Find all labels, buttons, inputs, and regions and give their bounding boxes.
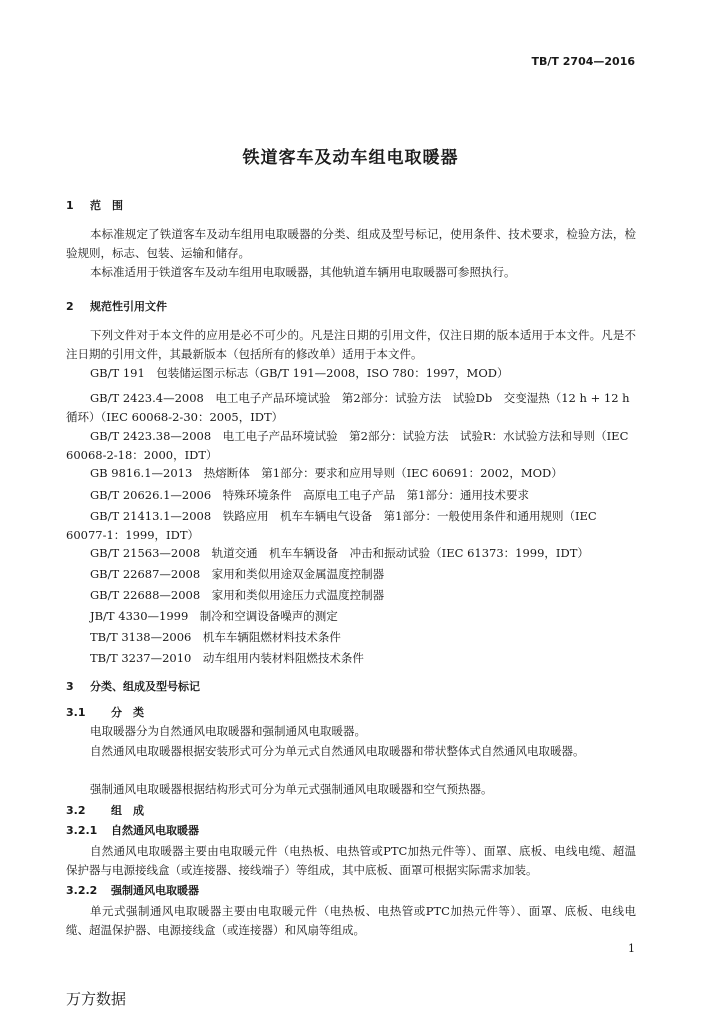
section-2-heading <box>66 298 167 314</box>
section-1-paragraph-1: 本标准规定了铁道客车及动车组用电取暖器的分类、组成及型号标记，使用条件、技术要求，检验方法，检验规则，标志、包装、运输和储存。 <box>66 227 636 260</box>
watermark-text: 万方数据 <box>66 990 127 1008</box>
section-3-2-2-number: 3.2.2 <box>66 884 98 897</box>
reference-item: GB/T 22687—2008 家用和类似用途双金属温度控制器 <box>90 567 385 581</box>
reference-item: GB/T 22688—2008 家用和类似用途压力式温度控制器 <box>90 588 385 602</box>
reference-item: GB/T 191 包装储运图示标志（GB/T 191—2008，ISO 780：1997，MOD） <box>90 366 509 380</box>
section-2-number: 2 <box>66 300 74 313</box>
section-3-number: 3 <box>66 680 74 693</box>
section-3-2-number: 3.2 <box>66 804 86 817</box>
reference-item: GB/T 21563—2008 轨道交通 机车车辆设备 冲击和振动试验（IEC 61373：1999，IDT） <box>90 546 589 560</box>
section-3-2-2-paragraph: 单元式强制通风电取暖器主要由电取暖元件（电热板、电热管或PTC加热元件等）、面罩、底板、电线电缆、超温保护器、电源接线盒（或连接器）和风扇等组成。 <box>66 904 636 937</box>
section-3-1-paragraph-3: 强制通风电取暖器根据结构形式可分为单元式强制通风电取暖器和空气预热器。 <box>90 782 493 796</box>
section-2-title: 规范性引用文件 <box>90 300 167 313</box>
reference-item: GB/T 21413.1—2008 铁路应用 机车车辆电气设备 第1部分：一般使用条件和通用规则（IEC 60077-1：1999，IDT） <box>66 509 597 542</box>
reference-item: TB/T 3237—2010 动车组用内装材料阻燃技术条件 <box>90 651 364 665</box>
section-2-intro: 下列文件对于本文件的应用是必不可少的。凡是注日期的引用文件，仅注日期的版本适用于本文件。凡是不注日期的引用文件，其最新版本（包括所有的修改单）适用于本文件。 <box>66 328 636 361</box>
section-3-2-1-title: 自然通风电取暖器 <box>111 824 199 837</box>
document-title: 铁道客车及动车组电取暖器 <box>242 148 459 168</box>
page-number: 1 <box>628 942 635 955</box>
section-1-number: 1 <box>66 199 74 212</box>
section-3-heading <box>66 678 200 694</box>
section-1-heading <box>66 197 123 213</box>
section-1-title: 范 围 <box>90 199 123 212</box>
section-3-2-2-heading <box>66 882 199 898</box>
reference-item: GB/T 20626.1—2006 特殊环境条件 高原电工电子产品 第1部分：通用技术要求 <box>90 488 529 502</box>
section-3-2-heading <box>66 802 144 818</box>
reference-item: GB/T 2423.38—2008 电工电子产品环境试验 第2部分：试验方法 试验R：水试验方法和导则（IEC 60068-2-18：2000，IDT） <box>66 429 629 462</box>
section-3-1-number: 3.1 <box>66 706 86 719</box>
section-1-paragraph-2: 本标准适用于铁道客车及动车组用电取暖器，其他轨道车辆用电取暖器可参照执行。 <box>90 265 516 279</box>
section-3-2-title: 组 成 <box>111 804 144 817</box>
section-3-1-paragraph-2: 自然通风电取暖器根据安装形式可分为单元式自然通风电取暖器和带状整体式自然通风电取暖器。 <box>90 744 585 758</box>
section-3-2-1-heading <box>66 822 199 838</box>
section-3-1-paragraph-1: 电取暖器分为自然通风电取暖器和强制通风电取暖器。 <box>90 724 366 738</box>
section-3-2-1-number: 3.2.1 <box>66 824 98 837</box>
section-3-2-1-paragraph: 自然通风电取暖器主要由电取暖元件（电热板、电热管或PTC加热元件等）、面罩、底板、电线电缆、超温保护器与电源接线盒（或连接器、接线端子）等组成，其中底板、面罩可根据实际需求加装。 <box>66 844 636 877</box>
section-3-1-title: 分 类 <box>111 706 144 719</box>
reference-item: GB 9816.1—2013 热熔断体 第1部分：要求和应用导则（IEC 60691：2002，MOD） <box>90 466 563 480</box>
section-3-1-heading <box>66 704 144 720</box>
reference-item: JB/T 4330—1999 制冷和空调设备噪声的测定 <box>90 609 338 623</box>
reference-item: TB/T 3138—2006 机车车辆阻燃材料技术条件 <box>90 630 341 644</box>
reference-item: GB/T 2423.4—2008 电工电子产品环境试验 第2部分：试验方法 试验Db 交变湿热（12 h + 12 h循环）（IEC 60068-2-30：2005，IDT） <box>66 391 630 424</box>
section-3-title: 分类、组成及型号标记 <box>90 680 200 693</box>
section-3-2-2-title: 强制通风电取暖器 <box>111 884 199 897</box>
standard-code: TB/T 2704—2016 <box>531 55 635 68</box>
